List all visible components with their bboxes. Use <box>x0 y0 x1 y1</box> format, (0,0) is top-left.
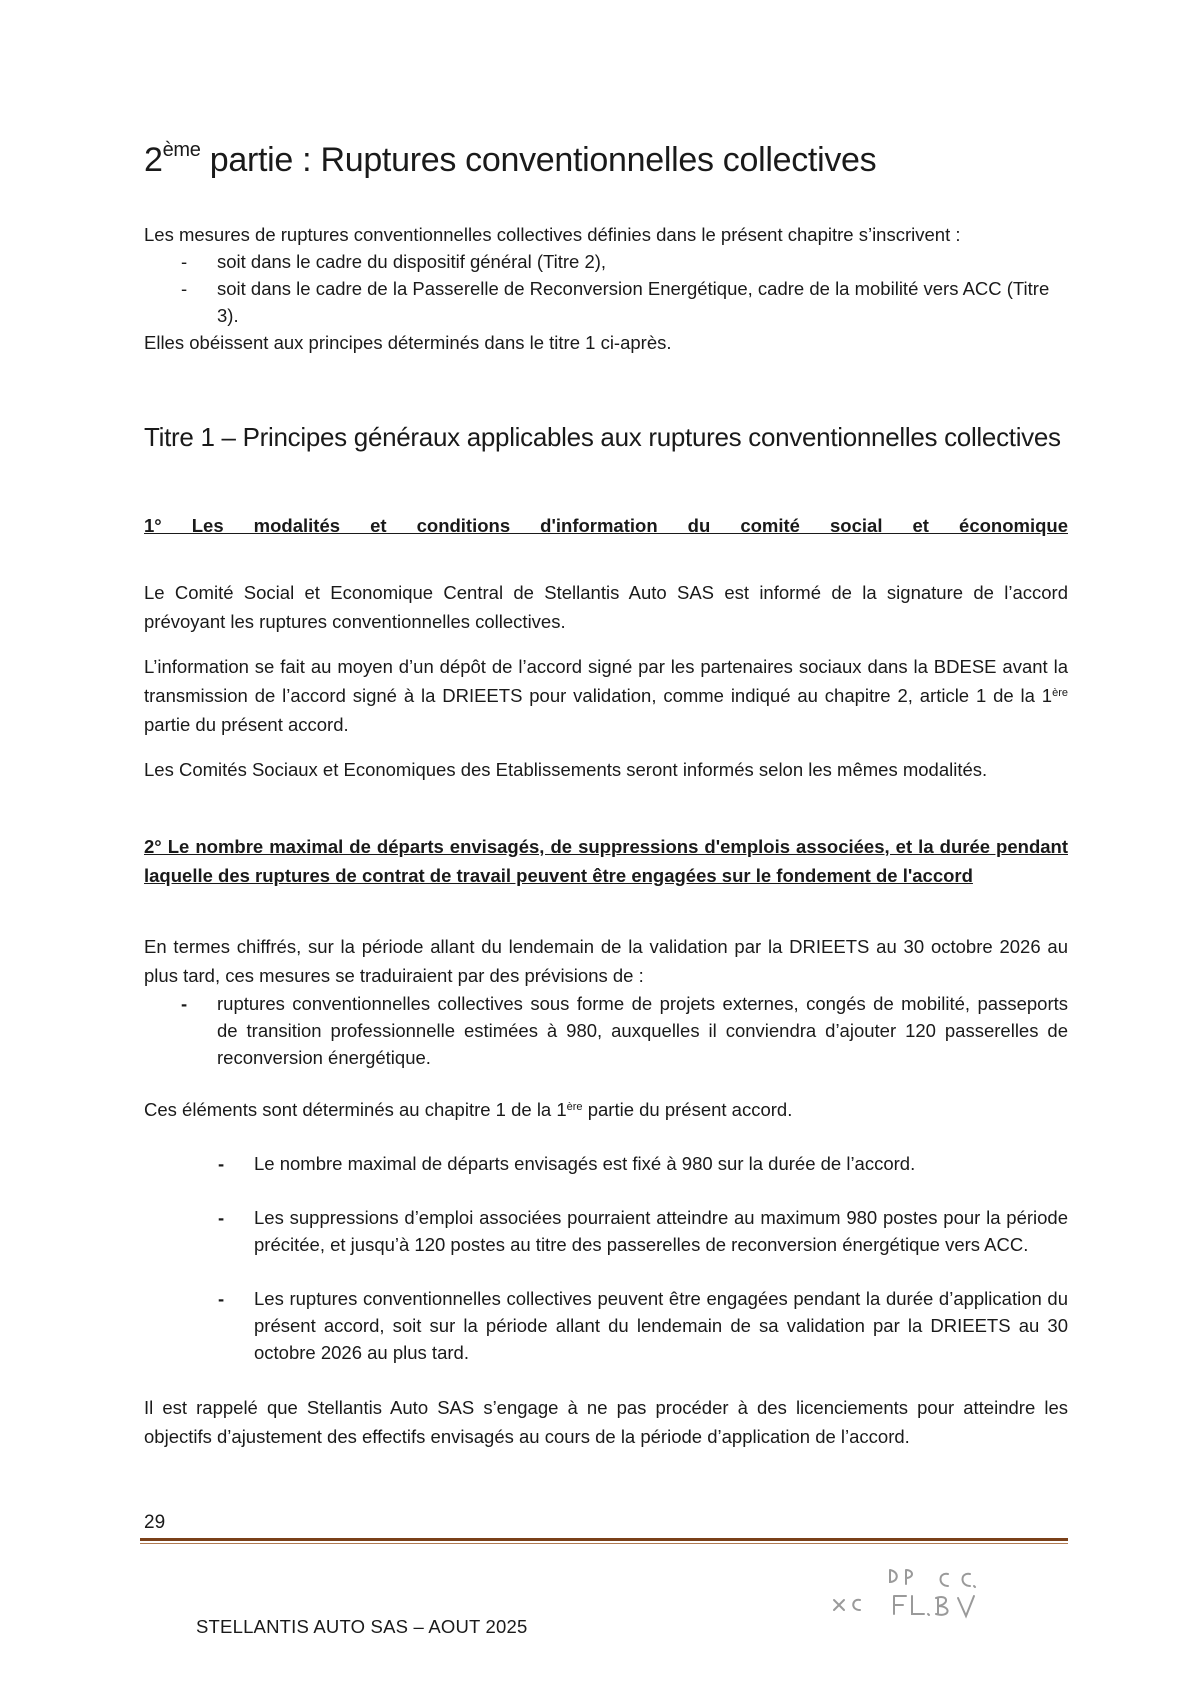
part-title-sup: ème <box>162 139 201 161</box>
intro-list-item: - soit dans le cadre de la Passerelle de Reconversion Energétique, cadre de la mobilité vers ACC (Titre 3). <box>217 275 1068 329</box>
section-2-heading: 2° Le nombre maximal de départs envisagés, de suppressions d'emplois associées, et la durée pendant laquelle des ruptures de contrat de travail peuvent être engagées sur le fondement de l'accord <box>144 835 1068 886</box>
footer-rule-thin <box>140 1543 1068 1544</box>
titre-1-heading: Titre 1 – Principes généraux applicables aux ruptures conventionnelles collectives <box>144 421 1061 452</box>
handwritten-initials <box>828 1552 1008 1632</box>
part-title <box>144 140 1068 181</box>
detail-list-item: - Les ruptures conventionnelles collectives peuvent être engagées pendant la durée d’application du présent accord, soit sur la période allant du lendemain de sa validation par la DRIEETS au 30 octobre 2026 au plus tard. <box>254 1285 1068 1366</box>
footer-text: STELLANTIS AUTO SAS – AOUT 2025 <box>196 1616 528 1637</box>
section-2-p2-end: partie du présent accord. <box>582 1098 793 1120</box>
page-content <box>144 140 1068 1451</box>
section-1-p2-sup: ère <box>1052 686 1068 699</box>
section-2-detail-list <box>144 1150 1068 1366</box>
footer-rule <box>140 1538 1068 1544</box>
section-1-p2-end: partie du présent accord. <box>144 713 349 735</box>
section-1-p2-text: L’information se fait au moyen d’un dépôt de l’accord signé par les partenaires sociaux dans la BDESE avant la transmission de l’accord signé à la DRIEETS pour validation, comme indiqué au chapitre 2, article 1 de la 1 <box>144 655 1068 706</box>
section-2-list-item: - ruptures conventionnelles collectives sous forme de projets externes, congés de mobilité, passeports de transition professionnelle estimées à 980, auxquelles il conviendra d’ajouter 120 passerelles de reconversion énergétique. <box>217 990 1068 1071</box>
part-title-number: 2 <box>144 141 163 179</box>
section-2-p2-sup: ère <box>566 1100 583 1113</box>
intro-list-item: - soit dans le cadre du dispositif général (Titre 2), <box>217 248 1068 275</box>
intro-list <box>144 248 1068 329</box>
section-1-heading: 1° Les modalités et conditions d'information du comité social et économique <box>144 514 1068 536</box>
section-2-paragraph: En termes chiffrés, sur la période allant du lendemain de la validation par la DRIEETS au 30 octobre 2026 au plus tard, ces mesures se traduiraient par des prévisions de : <box>144 935 1068 986</box>
section-2-list <box>144 990 1068 1071</box>
part-title-text: partie : Ruptures conventionnelles collectives <box>200 141 877 179</box>
section-1-paragraph <box>144 652 1068 739</box>
section-1-paragraph: Le Comité Social et Economique Central de Stellantis Auto SAS est informé de la signature de l’accord prévoyant les ruptures conventionnelles collectives. <box>144 581 1068 632</box>
section-2-paragraph <box>144 1095 1068 1124</box>
detail-list-item: - Les suppressions d’emploi associées pourraient atteindre au maximum 980 postes pour la période précitée, et jusqu’à 120 postes au titre des passerelles de reconversion énergétique vers ACC. <box>254 1204 1068 1258</box>
detail-list-item: - Le nombre maximal de départs envisagés est fixé à 980 sur la durée de l’accord. <box>254 1150 1068 1177</box>
closing-paragraph: Il est rappelé que Stellantis Auto SAS s’engage à ne pas procéder à des licenciements pour atteindre les objectifs d’ajustement des effectifs envisagés au cours de la période d’application de l’accord. <box>144 1396 1068 1447</box>
intro-block <box>144 221 1068 356</box>
section-2-p2-text: Ces éléments sont déterminés au chapitre 1 de la 1 <box>144 1098 567 1120</box>
section-1-paragraph: Les Comités Sociaux et Economiques des Etablissements seront informés selon les mêmes modalités. <box>144 758 988 780</box>
intro-lead: Les mesures de ruptures conventionnelles collectives définies dans le présent chapitre s’inscrivent : <box>144 223 961 245</box>
intro-closing: Elles obéissent aux principes déterminés dans le titre 1 ci-après. <box>144 331 672 353</box>
footer-rule-thick <box>140 1538 1068 1541</box>
page-number: 29 <box>144 1512 166 1533</box>
